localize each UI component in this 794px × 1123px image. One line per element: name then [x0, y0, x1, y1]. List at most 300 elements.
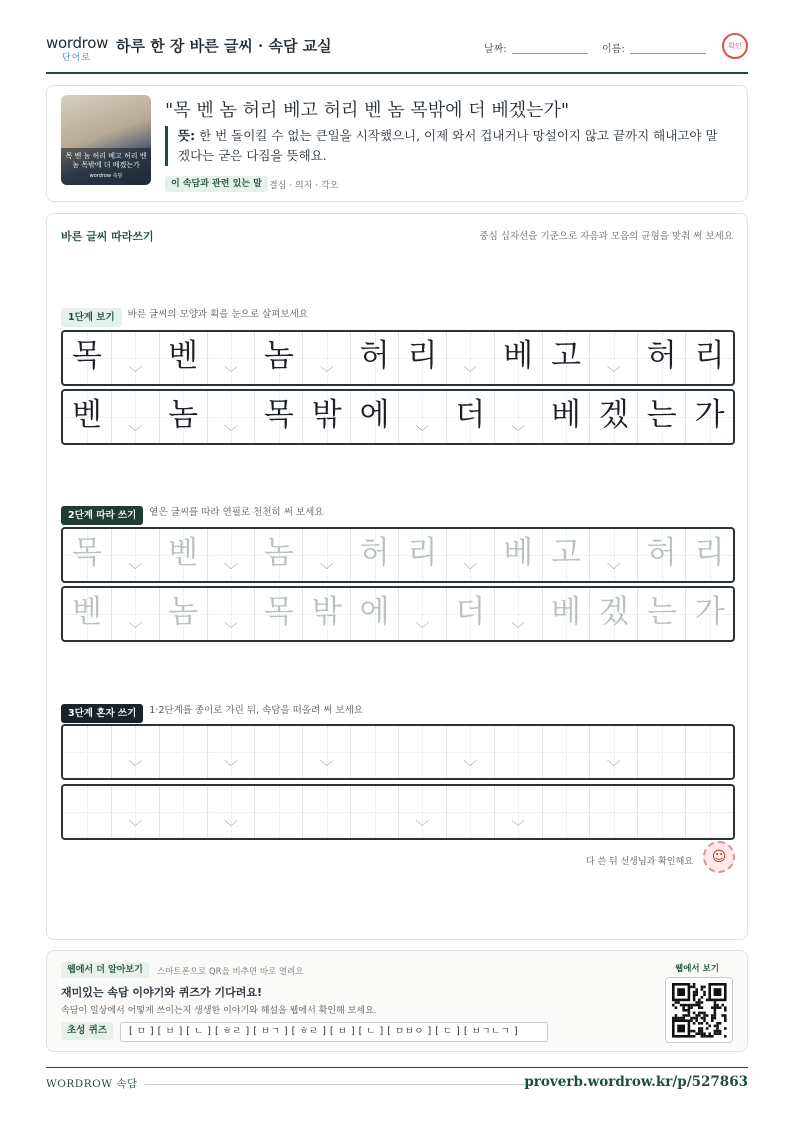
trace-character: 는	[646, 594, 677, 630]
model-character: 는	[646, 397, 677, 433]
step3-header	[61, 701, 363, 720]
grid-cell	[159, 391, 207, 443]
step3-row1[interactable]	[61, 724, 735, 780]
name-label: 이름:	[602, 44, 625, 55]
initial-consonant-quiz: [ ㅁ ] [ ㅂ ] [ ㄴ ] [ ㅎㄹ ] [ ㅂㄱ ] [ ㅎㄹ ] [ ㅂ ] [ ㄴ ] [ ㅁㅂㅇ ] [ ㄷ ] [ ㅂㄱㄴㄱ ]	[120, 1022, 548, 1042]
grid-cell	[494, 332, 542, 384]
qr-module	[675, 1014, 678, 1017]
guide-line-horizontal	[303, 812, 350, 813]
qr-module	[703, 1019, 706, 1022]
grid-cell	[350, 332, 398, 384]
web-description: 속담이 일상에서 어떻게 쓰이는지 생생한 이야기와 해설을 웹에서 확인해 보세요.	[61, 1006, 377, 1016]
space-mark-icon: ﹀	[128, 563, 143, 579]
practice-panel	[46, 213, 748, 940]
qr-module	[706, 999, 709, 1002]
quiz-label: 초성 퀴즈	[61, 1022, 113, 1040]
guide-line-horizontal	[686, 752, 733, 753]
grid-cell[interactable]	[159, 726, 207, 778]
grid-cell[interactable]	[542, 529, 590, 581]
grid-cell[interactable]	[302, 726, 350, 778]
grid-cell[interactable]	[207, 786, 255, 838]
qr-module	[701, 1030, 704, 1033]
qr-module	[701, 1027, 704, 1030]
trace-character: 목	[263, 594, 294, 630]
grid-cell[interactable]	[350, 786, 398, 838]
space-mark-icon: ﹀	[415, 820, 430, 836]
guide-line-horizontal	[447, 555, 494, 556]
grid-cell[interactable]	[589, 529, 637, 581]
qr-module	[714, 1009, 717, 1012]
grid-cell[interactable]	[302, 588, 350, 640]
qr-module	[698, 1001, 701, 1004]
trace-character: 허	[359, 535, 390, 571]
qr-module	[714, 988, 722, 996]
space-mark-icon: ﹀	[223, 425, 238, 441]
qr-label: 웹에서 보기	[674, 964, 719, 974]
guide-line-horizontal	[590, 812, 637, 813]
grid-cell[interactable]	[63, 529, 111, 581]
model-character: 베	[503, 338, 534, 374]
step1-row2	[61, 389, 735, 445]
qr-module	[703, 1017, 706, 1020]
guide-line-horizontal	[399, 614, 446, 615]
grid-cell	[398, 332, 446, 384]
proverb-text: "목 벤 놈 허리 베고 허리 벤 놈 목밖에 더 베겠는가"	[165, 100, 570, 121]
grid-cell[interactable]	[302, 529, 350, 581]
qr-module	[693, 1030, 696, 1033]
qr-module	[695, 988, 698, 991]
model-character: 고	[551, 338, 581, 374]
model-character: 목	[263, 397, 294, 433]
qr-module	[688, 1009, 691, 1012]
name-field[interactable]	[630, 53, 706, 54]
qr-module	[698, 1027, 701, 1030]
wordrow-logo: wordrow	[46, 34, 109, 52]
qr-module	[688, 1012, 691, 1015]
grid-cell[interactable]	[111, 588, 159, 640]
qr-module	[698, 1032, 701, 1035]
trace-character: 리	[407, 535, 438, 571]
space-mark-icon: ﹀	[128, 820, 143, 836]
guide-line-horizontal	[112, 555, 159, 556]
grid-cell[interactable]	[159, 786, 207, 838]
grid-cell[interactable]	[254, 786, 302, 838]
qr-module	[721, 1004, 724, 1007]
grid-cell[interactable]	[207, 726, 255, 778]
step2-badge: 2단계 따라 쓰기	[61, 506, 143, 525]
grid-cell[interactable]	[63, 786, 111, 838]
qr-module	[719, 1006, 722, 1009]
model-character: 가	[694, 397, 725, 433]
grid-cell	[398, 391, 446, 443]
qr-module	[677, 1025, 685, 1033]
grid-cell	[494, 391, 542, 443]
space-mark-icon: ﹀	[606, 366, 621, 382]
grid-cell[interactable]	[685, 726, 733, 778]
grid-cell	[446, 391, 494, 443]
qr-module	[695, 993, 698, 996]
grid-cell[interactable]	[111, 529, 159, 581]
qr-module	[701, 1022, 704, 1025]
trace-character: 에	[359, 594, 390, 630]
done-note: 다 쓴 뒤 선생님과 확인해요	[585, 857, 693, 867]
qr-module	[703, 986, 706, 989]
qr-module	[695, 1004, 698, 1007]
qr-module	[682, 1006, 685, 1009]
qr-module	[675, 1017, 678, 1020]
proverb-card	[46, 85, 748, 202]
guide-line-horizontal	[160, 752, 207, 753]
qr-module	[701, 1017, 704, 1020]
grid-cell[interactable]	[589, 786, 637, 838]
grid-cell[interactable]	[350, 588, 398, 640]
proverb-meaning	[165, 126, 725, 166]
related-words: 결심 · 의지 · 각오	[269, 181, 339, 191]
step2-desc: 옅은 글씨를 따라 연필로 천천히 써 보세요	[149, 507, 324, 518]
grid-cell[interactable]	[398, 588, 446, 640]
grid-cell[interactable]	[446, 726, 494, 778]
grid-cell[interactable]	[685, 588, 733, 640]
guide-line-horizontal	[112, 614, 159, 615]
qr-module	[675, 1006, 678, 1009]
guide-line-horizontal	[495, 614, 542, 615]
qr-module	[714, 1032, 717, 1035]
guide-line-horizontal	[447, 358, 494, 359]
guide-line-horizontal	[686, 812, 733, 813]
model-character: 목	[71, 338, 102, 374]
qr-module	[693, 996, 696, 999]
qr-module	[682, 1009, 685, 1012]
guide-line-horizontal	[303, 752, 350, 753]
qr-module	[714, 1012, 717, 1015]
qr-module	[682, 1017, 685, 1020]
guide-line-horizontal	[399, 812, 446, 813]
qr-module	[677, 1017, 680, 1020]
qr-module	[698, 999, 701, 1002]
qr-module	[701, 1001, 704, 1004]
guide-line-horizontal	[208, 358, 255, 359]
qr-module	[688, 1006, 691, 1009]
qr-module	[695, 1017, 698, 1020]
grid-cell[interactable]	[159, 529, 207, 581]
qr-module	[724, 1006, 727, 1009]
grid-cell	[302, 391, 350, 443]
trace-character: 베	[503, 535, 534, 571]
space-mark-icon: ﹀	[319, 366, 334, 382]
date-label: 날짜:	[484, 44, 507, 55]
trace-character: 벤	[168, 535, 199, 571]
grid-cell[interactable]	[589, 726, 637, 778]
grid-cell	[542, 332, 590, 384]
guide-line-horizontal	[447, 752, 494, 753]
qr-module	[724, 1035, 727, 1038]
grid-cell	[589, 391, 637, 443]
guide-line-horizontal	[303, 358, 350, 359]
qr-module	[716, 1032, 719, 1035]
web-subtext: 스마트폰으로 QR을 비추면 바로 열려요	[157, 967, 304, 977]
qr-module	[711, 1014, 714, 1017]
qr-module	[685, 1009, 688, 1012]
guide-line-horizontal	[351, 812, 398, 813]
grid-cell	[207, 332, 255, 384]
grid-cell[interactable]	[637, 529, 685, 581]
qr-module	[714, 1030, 717, 1033]
qr-module	[714, 1017, 717, 1020]
practice-hint: 중심 십자선을 기준으로 자음과 모음의 균형을 맞춰 써 보세요	[479, 231, 733, 242]
qr-module	[721, 1014, 724, 1017]
grid-cell[interactable]	[398, 726, 446, 778]
grid-cell[interactable]	[207, 529, 255, 581]
grid-cell	[302, 332, 350, 384]
qr-module	[693, 1004, 696, 1007]
qr-module	[690, 1017, 693, 1020]
grid-cell	[637, 332, 685, 384]
qr-module	[685, 1014, 688, 1017]
qr-module	[698, 1014, 701, 1017]
space-mark-icon: ﹀	[128, 366, 143, 382]
grid-cell[interactable]	[254, 529, 302, 581]
qr-module	[682, 1004, 685, 1007]
qr-module	[714, 1001, 717, 1004]
grid-cell[interactable]	[542, 786, 590, 838]
step2-row2[interactable]	[61, 586, 735, 642]
model-character: 리	[694, 338, 725, 374]
footer-rule	[145, 1084, 535, 1085]
qr-module	[672, 1017, 675, 1020]
qr-module	[708, 1025, 711, 1028]
qr-module	[698, 1012, 701, 1015]
model-character: 밖	[311, 397, 342, 433]
grid-cell[interactable]	[589, 588, 637, 640]
grid-cell[interactable]	[494, 726, 542, 778]
guide-line-horizontal	[112, 358, 159, 359]
grid-cell[interactable]	[398, 529, 446, 581]
qr-module	[724, 1027, 727, 1030]
grid-cell[interactable]	[63, 726, 111, 778]
grid-cell[interactable]	[350, 529, 398, 581]
proverb-illustration	[61, 95, 151, 185]
qr-module	[711, 1006, 714, 1009]
web-title: 재미있는 속담 이야기와 퀴즈가 기다려요!	[61, 986, 262, 999]
qr-module	[693, 1035, 696, 1038]
qr-module	[703, 1032, 706, 1035]
date-field[interactable]	[512, 53, 588, 54]
space-mark-icon: ﹀	[606, 563, 621, 579]
qr-module	[695, 1014, 698, 1017]
guide-line-horizontal	[638, 752, 685, 753]
qr-code-icon[interactable]	[665, 977, 733, 1043]
logo-subtitle: 단어로	[62, 53, 92, 63]
step1-badge: 1단계 보기	[61, 308, 122, 327]
guide-line-horizontal	[399, 752, 446, 753]
space-mark-icon: ﹀	[319, 563, 334, 579]
grid-cell[interactable]	[446, 588, 494, 640]
qr-module	[693, 983, 696, 986]
guide-line-horizontal	[495, 752, 542, 753]
grid-cell[interactable]	[446, 786, 494, 838]
qr-module	[675, 1001, 678, 1004]
qr-module	[698, 1030, 701, 1033]
qr-module	[690, 1006, 693, 1009]
grid-cell[interactable]	[637, 726, 685, 778]
guide-line-horizontal	[495, 812, 542, 813]
qr-module	[711, 1017, 714, 1020]
space-mark-icon: ﹀	[415, 425, 430, 441]
grid-cell[interactable]	[207, 588, 255, 640]
space-mark-icon: ﹀	[511, 425, 526, 441]
guide-line-horizontal	[112, 417, 159, 418]
space-mark-icon: ﹀	[128, 425, 143, 441]
guide-line-horizontal	[351, 752, 398, 753]
step1-header	[61, 305, 308, 324]
grid-cell[interactable]	[63, 588, 111, 640]
model-character: 리	[407, 338, 438, 374]
model-character: 벤	[168, 338, 199, 374]
grid-cell[interactable]	[159, 588, 207, 640]
qr-module	[703, 993, 706, 996]
guide-line-horizontal	[399, 417, 446, 418]
page-header	[46, 30, 748, 74]
model-character: 허	[359, 338, 390, 374]
footer-url[interactable]: proverb.wordrow.kr/p/527863	[524, 1074, 748, 1090]
guide-line-horizontal	[543, 812, 590, 813]
space-mark-icon: ﹀	[128, 760, 143, 776]
grid-cell[interactable]	[398, 786, 446, 838]
qr-module	[708, 1032, 711, 1035]
qr-module	[690, 1030, 693, 1033]
qr-module	[698, 1004, 701, 1007]
guide-line-horizontal	[590, 555, 637, 556]
grid-cell[interactable]	[111, 726, 159, 778]
grid-cell[interactable]	[111, 786, 159, 838]
guide-line-horizontal	[112, 812, 159, 813]
qr-module	[701, 1032, 704, 1035]
qr-module	[703, 1012, 706, 1015]
practice-title: 바른 글씨 따라쓰기	[61, 230, 154, 243]
model-character: 놈	[168, 397, 199, 433]
guide-line-horizontal	[638, 812, 685, 813]
qr-module	[698, 1022, 701, 1025]
space-mark-icon: ﹀	[606, 760, 621, 776]
grid-cell	[254, 332, 302, 384]
step2-row1[interactable]	[61, 527, 735, 583]
grid-cell[interactable]	[494, 588, 542, 640]
guide-line-horizontal	[495, 417, 542, 418]
qr-module	[716, 1022, 719, 1025]
qr-module	[706, 1022, 709, 1025]
trace-character: 놈	[263, 535, 294, 571]
guide-line-horizontal	[208, 417, 255, 418]
grid-cell[interactable]	[637, 786, 685, 838]
trace-character: 리	[694, 535, 725, 571]
grid-cell[interactable]	[542, 588, 590, 640]
qr-module	[719, 1030, 722, 1033]
guide-line-horizontal	[160, 812, 207, 813]
grid-cell	[446, 332, 494, 384]
grid-cell[interactable]	[494, 529, 542, 581]
qr-module	[716, 1027, 719, 1030]
guide-line-horizontal	[63, 752, 111, 753]
space-mark-icon: ﹀	[463, 760, 478, 776]
qr-module	[672, 1004, 675, 1007]
guide-line-horizontal	[303, 555, 350, 556]
grid-cell[interactable]	[494, 786, 542, 838]
guide-line-horizontal	[208, 555, 255, 556]
grid-cell[interactable]	[685, 786, 733, 838]
step1-row1	[61, 330, 735, 386]
trace-character: 베	[551, 594, 581, 630]
related-words-badge: 이 속담과 관련 있는 말	[165, 176, 268, 192]
grid-cell	[254, 391, 302, 443]
grid-cell	[111, 391, 159, 443]
space-mark-icon: ﹀	[223, 760, 238, 776]
qr-module	[714, 1004, 717, 1007]
grid-cell[interactable]	[254, 726, 302, 778]
trace-character: 겠	[598, 594, 629, 630]
qr-module	[698, 1006, 701, 1009]
grid-cell	[63, 391, 111, 443]
qr-module	[711, 1019, 714, 1022]
grid-cell[interactable]	[685, 529, 733, 581]
grid-cell[interactable]	[254, 588, 302, 640]
model-character: 에	[359, 397, 390, 433]
qr-module	[701, 1012, 704, 1015]
grid-cell[interactable]	[542, 726, 590, 778]
qr-module	[690, 1035, 693, 1038]
space-mark-icon: ﹀	[319, 760, 334, 776]
qr-module	[706, 1027, 709, 1030]
qr-module	[693, 991, 696, 994]
grid-cell	[63, 332, 111, 384]
qr-module	[714, 1014, 717, 1017]
grid-cell[interactable]	[302, 786, 350, 838]
qr-module	[693, 1012, 696, 1015]
space-mark-icon: ﹀	[128, 622, 143, 638]
qr-module	[690, 1019, 693, 1022]
grid-cell[interactable]	[637, 588, 685, 640]
qr-module	[695, 1019, 698, 1022]
space-mark-icon: ﹀	[223, 563, 238, 579]
qr-module	[682, 1014, 685, 1017]
qr-module	[711, 1035, 714, 1038]
qr-module	[693, 999, 696, 1002]
step3-row2[interactable]	[61, 784, 735, 840]
qr-module	[724, 1019, 727, 1022]
qr-module	[701, 986, 704, 989]
grid-cell[interactable]	[350, 726, 398, 778]
web-badge: 웹에서 더 알아보기	[61, 962, 149, 978]
qr-module	[706, 1035, 709, 1038]
step3-badge: 3단계 혼자 쓰기	[61, 704, 143, 723]
trace-character: 밖	[311, 594, 342, 630]
space-mark-icon: ﹀	[415, 622, 430, 638]
grid-cell[interactable]	[446, 529, 494, 581]
qr-module	[680, 1004, 683, 1007]
qr-module	[716, 1025, 719, 1028]
footer-brand: WORDROW 속담	[46, 1078, 138, 1090]
guide-line-horizontal	[112, 752, 159, 753]
qr-module	[724, 1009, 727, 1012]
step2-header	[61, 503, 323, 522]
grid-cell	[111, 332, 159, 384]
check-stamp-icon: 확인	[722, 33, 748, 59]
qr-module	[716, 1006, 719, 1009]
grid-cell	[159, 332, 207, 384]
qr-module	[701, 988, 704, 991]
qr-module	[695, 1032, 698, 1035]
qr-module	[714, 1006, 717, 1009]
model-character: 허	[646, 338, 677, 374]
